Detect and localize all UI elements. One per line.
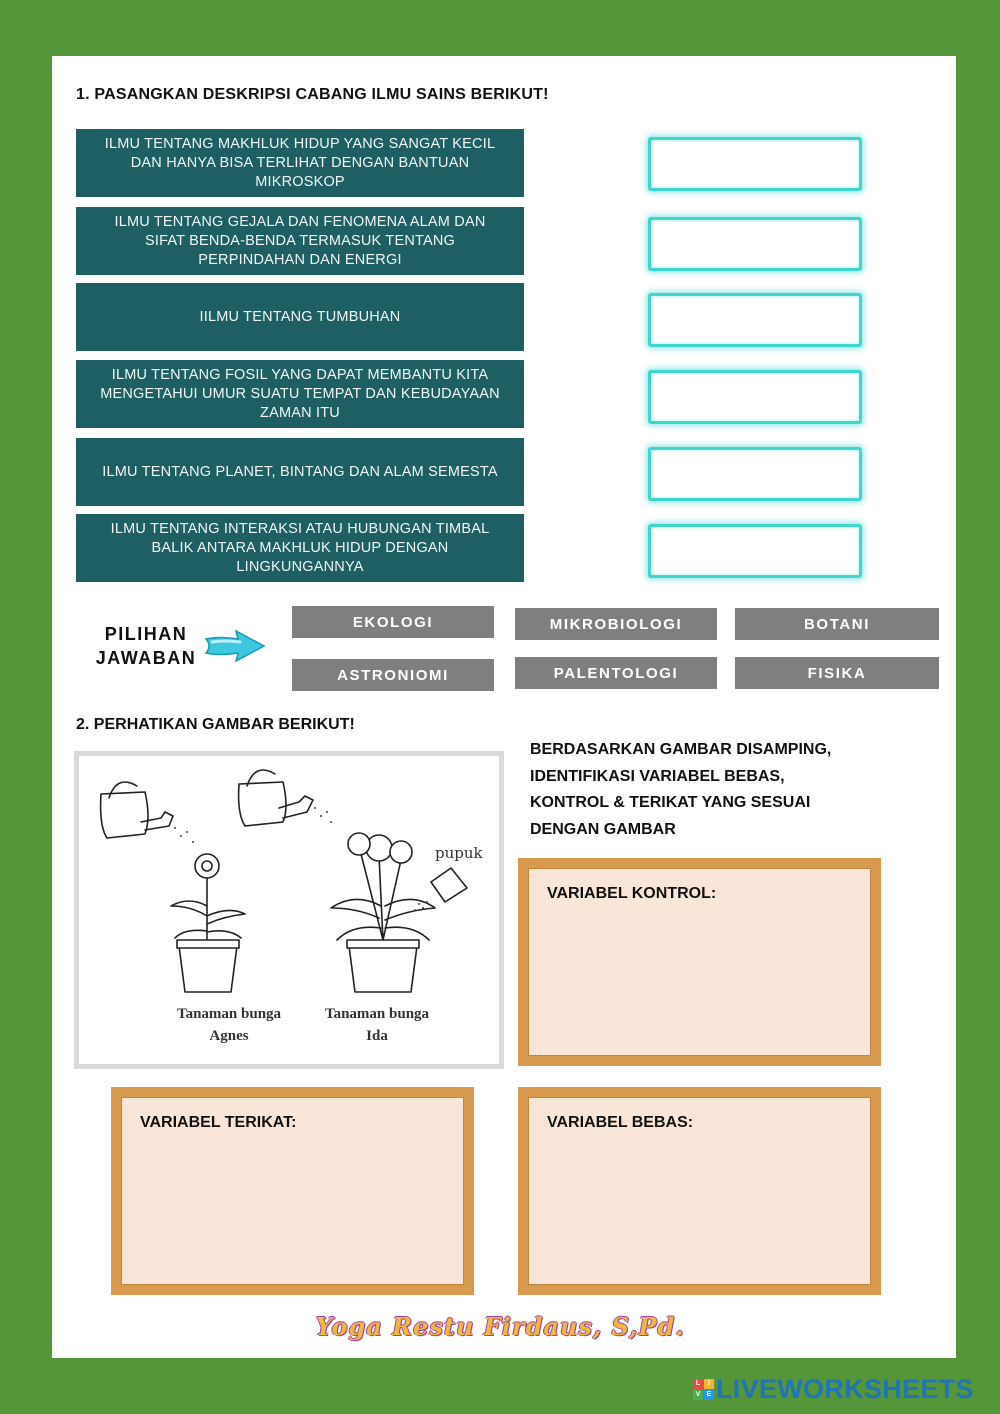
choice-chip-palentologi[interactable]: PALENTOLOGI <box>515 657 717 689</box>
description-card-5: ILMU TENTANG PLANET, BINTANG DAN ALAM SEMESTA <box>76 438 524 506</box>
question-1-title: 1. PASANGKAN DESKRIPSI CABANG ILMU SAINS BERIKUT! <box>76 86 549 103</box>
independent-variable-box[interactable] <box>518 1087 881 1295</box>
answer-choices-label-line1: PILIHAN <box>104 624 188 644</box>
answer-drop-box-3[interactable] <box>648 293 862 347</box>
plant-illustration <box>79 756 499 1064</box>
caption-right-line2: Ida <box>366 1028 388 1044</box>
liveworksheets-logo-icon <box>693 1379 714 1400</box>
answer-drop-box-6[interactable] <box>648 524 862 578</box>
question-2-title: 2. PERHATIKAN GAMBAR BERIKUT! <box>76 716 355 733</box>
caption-left-line1: Tanaman bunga <box>176 1006 282 1022</box>
answer-drop-box-1[interactable] <box>648 137 862 191</box>
control-variable-box[interactable] <box>518 858 881 1066</box>
description-card-4: ILMU TENTANG FOSIL YANG DAPAT MEMBANTU KITA MENGETAHUI UMUR SUATU TEMPAT DAN KEBUDAYAAN ZAMAN ITU <box>76 360 524 428</box>
answer-choices-label <box>88 622 204 670</box>
choice-chip-botani[interactable]: BOTANI <box>735 608 939 640</box>
choice-chip-fisika[interactable]: FISIKA <box>735 657 939 689</box>
brand-name: LIVEWORKSHEETS <box>716 1374 974 1404</box>
caption-right-line1: Tanaman bunga <box>324 1006 430 1022</box>
logo-letter-e: E <box>704 1390 714 1400</box>
logo-letter-l: L <box>693 1379 703 1389</box>
dependent-variable-label: VARIABEL TERIKAT: <box>121 1097 464 1285</box>
liveworksheets-brand[interactable] <box>693 1374 974 1405</box>
dependent-variable-box[interactable] <box>111 1087 474 1295</box>
author-signature: Yoga Restu Firdaus, S,Pd. <box>315 1312 685 1341</box>
logo-letter-i: I <box>704 1379 714 1389</box>
answer-drop-box-5[interactable] <box>648 447 862 501</box>
fertilizer-label: pupuk <box>435 844 483 862</box>
instruction-line-2: IDENTIFIKASI VARIABEL BEBAS, <box>530 767 785 785</box>
answer-choices-label-line2: JAWABAN <box>95 648 197 668</box>
description-card-6: ILMU TENTANG INTERAKSI ATAU HUBUNGAN TIMBAL BALIK ANTARA MAKHLUK HIDUP DENGAN LINGKUNGANNYA <box>76 514 524 582</box>
description-card-2: ILMU TENTANG GEJALA DAN FENOMENA ALAM DAN SIFAT BENDA-BENDA TERMASUK TENTANG PERPINDAHAN DAN ENERGI <box>76 207 524 275</box>
answer-drop-box-4[interactable] <box>648 370 862 424</box>
plant-experiment-image <box>74 751 504 1069</box>
question-2-instruction <box>530 737 910 843</box>
instruction-line-4: DENGAN GAMBAR <box>530 820 676 838</box>
description-card-3: IILMU TENTANG TUMBUHAN <box>76 283 524 351</box>
answer-drop-box-2[interactable] <box>648 217 862 271</box>
independent-variable-label: VARIABEL BEBAS: <box>528 1097 871 1285</box>
arrow-right-icon <box>204 627 266 665</box>
choice-chip-ekologi[interactable]: EKOLOGI <box>292 606 494 638</box>
caption-left-line2: Agnes <box>209 1028 249 1044</box>
instruction-line-3: KONTROL & TERIKAT YANG SESUAI <box>530 794 811 811</box>
choice-chip-astroniomi[interactable]: ASTRONIOMI <box>292 659 494 691</box>
instruction-line-1: BERDASARKAN GAMBAR DISAMPING, <box>530 741 832 758</box>
control-variable-label: VARIABEL KONTROL: <box>528 868 871 1056</box>
description-card-1: ILMU TENTANG MAKHLUK HIDUP YANG SANGAT KECIL DAN HANYA BISA TERLIHAT DENGAN BANTUAN MIKROSKOP <box>76 129 524 197</box>
logo-letter-v: V <box>693 1390 703 1400</box>
choice-chip-mikrobiologi[interactable]: MIKROBIOLOGI <box>515 608 717 640</box>
